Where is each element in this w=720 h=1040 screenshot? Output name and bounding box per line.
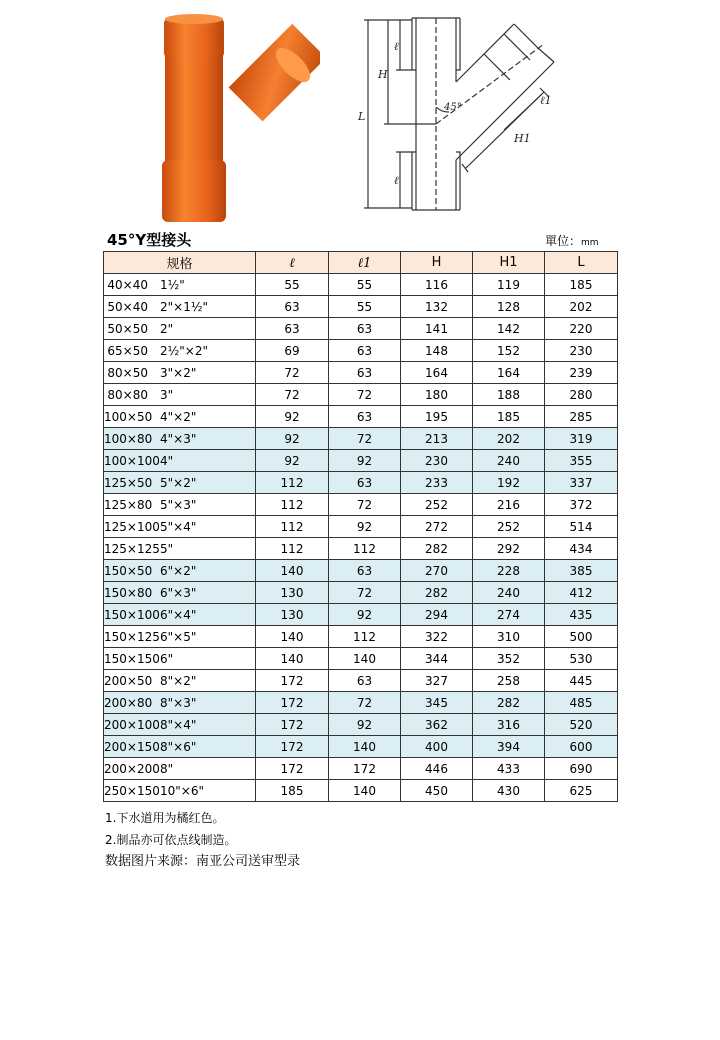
cell-L: 337 <box>545 472 618 494</box>
cell-H1: 240 <box>473 582 545 604</box>
cell-H1: 310 <box>473 626 545 648</box>
cell-H: 148 <box>401 340 473 362</box>
cell-L: 435 <box>545 604 618 626</box>
cell-H1: 274 <box>473 604 545 626</box>
cell-H: 233 <box>401 472 473 494</box>
table-row <box>104 516 618 538</box>
table-row <box>104 560 618 582</box>
col-header-l: ℓ <box>256 252 329 274</box>
cell-L: 690 <box>545 758 618 780</box>
cell-spec <box>104 340 256 362</box>
cell-L: 185 <box>545 274 618 296</box>
cell-L: 220 <box>545 318 618 340</box>
spec-mm: 150×80 <box>104 585 153 600</box>
cell-H: 282 <box>401 582 473 604</box>
spec-mm: 50×40 <box>107 299 148 314</box>
cell-l1: 72 <box>329 428 401 450</box>
spec-mm: 200×100 <box>104 717 160 732</box>
cell-H: 327 <box>401 670 473 692</box>
cell-H: 345 <box>401 692 473 714</box>
spec-mm: 80×80 <box>107 387 148 402</box>
cell-H: 322 <box>401 626 473 648</box>
cell-H1: 316 <box>473 714 545 736</box>
y-fitting-photo <box>150 10 320 228</box>
cell-spec <box>104 362 256 384</box>
cell-l1: 112 <box>329 538 401 560</box>
note-2: 2.制品亦可依点线制造。 <box>105 833 237 847</box>
cell-L: 520 <box>545 714 618 736</box>
cell-l: 92 <box>256 428 329 450</box>
table-row <box>104 758 618 780</box>
table-row <box>104 604 618 626</box>
spec-inch: 3" <box>160 387 174 402</box>
table-row <box>104 670 618 692</box>
table-header-row <box>104 252 618 274</box>
spec-inch: 2½"×2" <box>160 343 208 358</box>
cell-H1: 394 <box>473 736 545 758</box>
spec-inch: 1½" <box>160 277 185 292</box>
cell-l1: 140 <box>329 648 401 670</box>
table-row <box>104 626 618 648</box>
cell-l: 172 <box>256 758 329 780</box>
cell-l1: 72 <box>329 582 401 604</box>
spec-inch: 6"×5" <box>160 629 197 644</box>
table-row <box>104 384 618 406</box>
cell-L: 385 <box>545 560 618 582</box>
table-row <box>104 648 618 670</box>
table-body <box>104 274 618 802</box>
cell-H1: 142 <box>473 318 545 340</box>
cell-l: 112 <box>256 472 329 494</box>
cell-l1: 92 <box>329 714 401 736</box>
cell-L: 239 <box>545 362 618 384</box>
cell-L: 434 <box>545 538 618 560</box>
cell-H: 282 <box>401 538 473 560</box>
spec-mm: 250×150 <box>104 783 160 798</box>
note-1: 1.下水道用为橘红色。 <box>105 811 225 825</box>
cell-H: 450 <box>401 780 473 802</box>
cell-l: 72 <box>256 384 329 406</box>
cell-L: 202 <box>545 296 618 318</box>
label-H: H <box>378 68 388 81</box>
cell-l: 140 <box>256 648 329 670</box>
cell-L: 285 <box>545 406 618 428</box>
cell-spec <box>104 296 256 318</box>
cell-l: 172 <box>256 714 329 736</box>
table-row <box>104 318 618 340</box>
cell-l1: 112 <box>329 626 401 648</box>
table-row <box>104 736 618 758</box>
cell-H: 252 <box>401 494 473 516</box>
table-row <box>104 362 618 384</box>
cell-L: 230 <box>545 340 618 362</box>
cell-H1: 192 <box>473 472 545 494</box>
cell-l: 112 <box>256 538 329 560</box>
spec-table <box>103 251 618 802</box>
source-note: 数据图片来源：南亚公司送审型录 <box>105 854 301 869</box>
cell-H: 195 <box>401 406 473 428</box>
table-row <box>104 582 618 604</box>
cell-spec <box>104 318 256 340</box>
cell-l: 55 <box>256 274 329 296</box>
spec-inch: 8"×6" <box>160 739 197 754</box>
spec-mm: 100×80 <box>104 431 153 446</box>
table-row <box>104 296 618 318</box>
cell-H1: 164 <box>473 362 545 384</box>
cell-spec <box>104 428 256 450</box>
cell-l1: 72 <box>329 494 401 516</box>
table-row <box>104 274 618 296</box>
table-row <box>104 406 618 428</box>
spec-inch: 4" <box>160 453 174 468</box>
spec-mm: 200×150 <box>104 739 160 754</box>
spec-mm: 150×100 <box>104 607 160 622</box>
cell-spec <box>104 670 256 692</box>
spec-inch: 8"×3" <box>160 695 197 710</box>
cell-l1: 55 <box>329 296 401 318</box>
cell-H1: 128 <box>473 296 545 318</box>
col-header-L: L <box>545 252 618 274</box>
cell-l1: 172 <box>329 758 401 780</box>
cell-H: 180 <box>401 384 473 406</box>
cell-H1: 185 <box>473 406 545 428</box>
spec-mm: 125×80 <box>104 497 153 512</box>
page-title: 45°Y型接头 <box>107 231 192 249</box>
cell-l1: 72 <box>329 692 401 714</box>
cell-L: 445 <box>545 670 618 692</box>
cell-L: 355 <box>545 450 618 472</box>
spec-inch: 6"×2" <box>160 563 197 578</box>
cell-spec <box>104 758 256 780</box>
cell-l: 140 <box>256 560 329 582</box>
cell-L: 280 <box>545 384 618 406</box>
cell-spec <box>104 516 256 538</box>
y-fitting-dimension-drawing <box>354 12 582 216</box>
cell-l: 140 <box>256 626 329 648</box>
cell-H: 400 <box>401 736 473 758</box>
cell-L: 500 <box>545 626 618 648</box>
table-row <box>104 450 618 472</box>
cell-l1: 63 <box>329 362 401 384</box>
label-H1: H1 <box>514 132 531 145</box>
cell-H1: 282 <box>473 692 545 714</box>
cell-H: 213 <box>401 428 473 450</box>
cell-H1: 352 <box>473 648 545 670</box>
table-row <box>104 340 618 362</box>
spec-inch: 8"×4" <box>160 717 197 732</box>
col-header-H: H <box>401 252 473 274</box>
spec-mm: 150×125 <box>104 629 160 644</box>
cell-L: 600 <box>545 736 618 758</box>
cell-l1: 92 <box>329 604 401 626</box>
cell-l: 130 <box>256 582 329 604</box>
table-row <box>104 714 618 736</box>
spec-mm: 80×50 <box>107 365 148 380</box>
cell-spec <box>104 538 256 560</box>
cell-l: 185 <box>256 780 329 802</box>
spec-inch: 8"×2" <box>160 673 197 688</box>
cell-l1: 140 <box>329 780 401 802</box>
cell-H1: 202 <box>473 428 545 450</box>
cell-l: 63 <box>256 318 329 340</box>
cell-H1: 228 <box>473 560 545 582</box>
spec-inch: 4"×2" <box>160 409 197 424</box>
cell-spec <box>104 780 256 802</box>
cell-H: 116 <box>401 274 473 296</box>
cell-L: 485 <box>545 692 618 714</box>
cell-H: 446 <box>401 758 473 780</box>
cell-H1: 216 <box>473 494 545 516</box>
cell-l: 172 <box>256 692 329 714</box>
spec-inch: 5"×3" <box>160 497 197 512</box>
cell-l1: 63 <box>329 472 401 494</box>
cell-H1: 430 <box>473 780 545 802</box>
cell-spec <box>104 274 256 296</box>
spec-inch: 2" <box>160 321 174 336</box>
spec-inch: 6"×4" <box>160 607 197 622</box>
table-row <box>104 428 618 450</box>
spec-inch: 6" <box>160 651 174 666</box>
cell-H: 141 <box>401 318 473 340</box>
table-row <box>104 692 618 714</box>
cell-l: 92 <box>256 450 329 472</box>
spec-mm: 200×80 <box>104 695 153 710</box>
unit-value: mm <box>581 238 599 248</box>
cell-spec <box>104 604 256 626</box>
cell-H1: 188 <box>473 384 545 406</box>
unit-label <box>545 232 599 249</box>
cell-l1: 63 <box>329 340 401 362</box>
cell-H: 272 <box>401 516 473 538</box>
cell-l: 172 <box>256 670 329 692</box>
cell-l1: 63 <box>329 560 401 582</box>
cell-l1: 92 <box>329 450 401 472</box>
cell-spec <box>104 648 256 670</box>
spec-mm: 50×50 <box>107 321 148 336</box>
unit-prefix: 單位： <box>545 234 582 248</box>
spec-inch: 5"×4" <box>160 519 197 534</box>
cell-H1: 152 <box>473 340 545 362</box>
spec-inch: 2"×1½" <box>160 299 208 314</box>
cell-H1: 433 <box>473 758 545 780</box>
notes <box>105 807 236 851</box>
spec-mm: 150×50 <box>104 563 153 578</box>
cell-L: 319 <box>545 428 618 450</box>
cell-spec <box>104 626 256 648</box>
cell-spec <box>104 406 256 428</box>
cell-l: 63 <box>256 296 329 318</box>
cell-spec <box>104 736 256 758</box>
spec-mm: 200×50 <box>104 673 153 688</box>
cell-l1: 140 <box>329 736 401 758</box>
cell-l1: 72 <box>329 384 401 406</box>
spec-mm: 65×50 <box>107 343 148 358</box>
cell-L: 514 <box>545 516 618 538</box>
cell-H1: 240 <box>473 450 545 472</box>
label-l-top: ℓ <box>394 40 399 53</box>
cell-H1: 119 <box>473 274 545 296</box>
col-header-H1: H1 <box>473 252 545 274</box>
table-row <box>104 494 618 516</box>
cell-l: 112 <box>256 516 329 538</box>
cell-spec <box>104 582 256 604</box>
cell-l: 130 <box>256 604 329 626</box>
cell-l1: 92 <box>329 516 401 538</box>
cell-l1: 63 <box>329 318 401 340</box>
spec-mm: 125×125 <box>104 541 160 556</box>
label-angle: 45° <box>444 102 462 113</box>
cell-H1: 292 <box>473 538 545 560</box>
cell-H: 294 <box>401 604 473 626</box>
cell-l1: 63 <box>329 670 401 692</box>
cell-L: 372 <box>545 494 618 516</box>
cell-spec <box>104 384 256 406</box>
cell-l1: 55 <box>329 274 401 296</box>
cell-l1: 63 <box>329 406 401 428</box>
cell-spec <box>104 714 256 736</box>
cell-spec <box>104 450 256 472</box>
spec-mm: 100×50 <box>104 409 153 424</box>
cell-spec <box>104 560 256 582</box>
spec-mm: 125×50 <box>104 475 153 490</box>
cell-H1: 252 <box>473 516 545 538</box>
spec-inch: 5"×2" <box>160 475 197 490</box>
spec-inch: 6"×3" <box>160 585 197 600</box>
cell-l: 69 <box>256 340 329 362</box>
cell-L: 625 <box>545 780 618 802</box>
cell-l: 72 <box>256 362 329 384</box>
col-header-l1: ℓ1 <box>329 252 401 274</box>
spec-inch: 8" <box>160 761 174 776</box>
spec-mm: 125×100 <box>104 519 160 534</box>
spec-mm: 100×100 <box>104 453 160 468</box>
table-row <box>104 780 618 802</box>
cell-spec <box>104 472 256 494</box>
cell-spec <box>104 692 256 714</box>
cell-L: 412 <box>545 582 618 604</box>
cell-H: 164 <box>401 362 473 384</box>
cell-l: 112 <box>256 494 329 516</box>
cell-H: 270 <box>401 560 473 582</box>
cell-H: 362 <box>401 714 473 736</box>
cell-H: 344 <box>401 648 473 670</box>
table-row <box>104 472 618 494</box>
cell-H: 230 <box>401 450 473 472</box>
cell-l: 172 <box>256 736 329 758</box>
label-l-bottom: ℓ <box>394 174 399 187</box>
cell-H1: 258 <box>473 670 545 692</box>
spec-inch: 5" <box>160 541 174 556</box>
cell-L: 530 <box>545 648 618 670</box>
spec-inch: 3"×2" <box>160 365 197 380</box>
spec-mm: 150×150 <box>104 651 160 666</box>
spec-inch: 4"×3" <box>160 431 197 446</box>
table-row <box>104 538 618 560</box>
cell-spec <box>104 494 256 516</box>
cell-H: 132 <box>401 296 473 318</box>
spec-mm: 40×40 <box>107 277 148 292</box>
spec-inch: 10"×6" <box>160 783 204 798</box>
cell-l: 92 <box>256 406 329 428</box>
label-L: L <box>358 110 366 123</box>
label-l1: ℓ1 <box>540 94 552 107</box>
spec-mm: 200×200 <box>104 761 160 776</box>
col-header-spec: 规格 <box>104 252 256 274</box>
